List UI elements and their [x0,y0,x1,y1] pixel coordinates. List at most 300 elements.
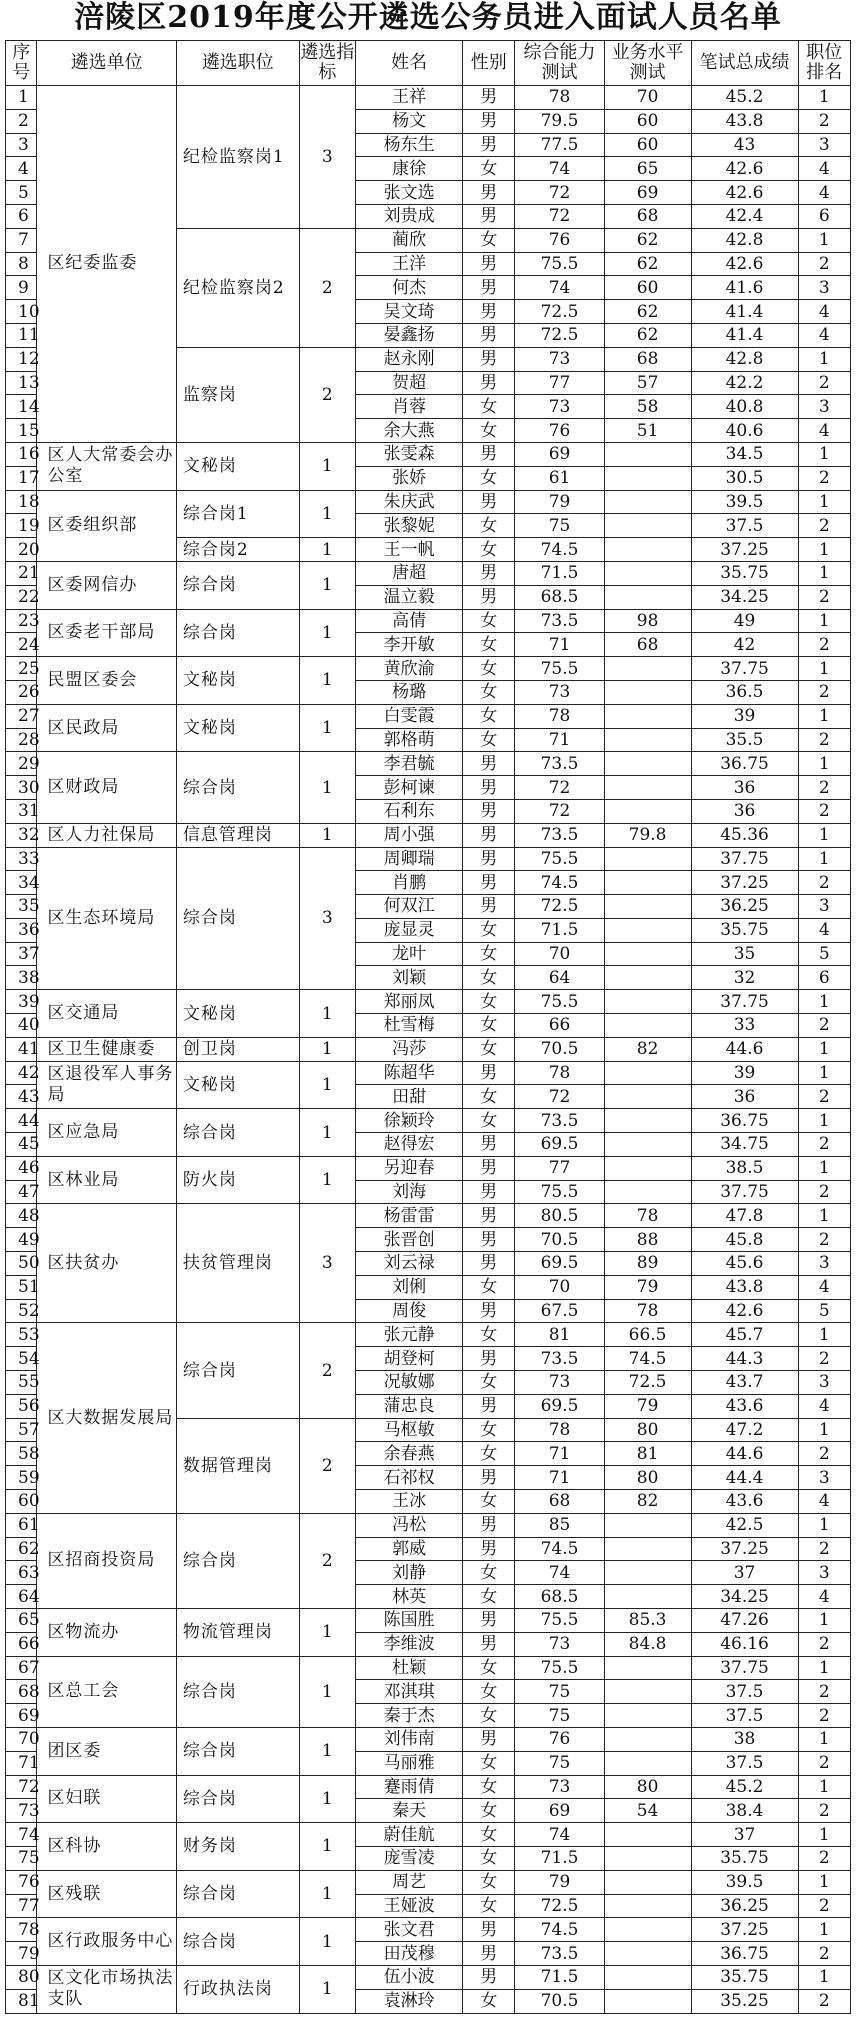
rank-cell: 4 [798,918,851,942]
gender-cell: 男 [463,1228,515,1252]
row-number: 34 [6,871,37,895]
rank-cell: 3 [798,1252,851,1276]
professional-score-cell [604,1680,691,1704]
name-cell: 蔺欣 [356,228,463,252]
rank-cell: 3 [798,276,851,300]
table-row [6,442,851,466]
position-cell: 创卫岗 [176,1037,299,1061]
total-score-cell: 37 [691,1561,798,1585]
gender-cell: 女 [463,514,515,538]
row-number: 3 [6,133,37,157]
gender-cell: 男 [463,323,515,347]
total-score-cell: 46.16 [691,1632,798,1656]
row-number: 46 [6,1156,37,1180]
ability-score-cell: 68 [515,1490,604,1514]
ability-score-cell: 72 [515,776,604,800]
rank-cell: 4 [798,181,851,205]
rank-cell: 1 [798,1418,851,1442]
rank-cell: 2 [798,776,851,800]
gender-cell: 女 [463,657,515,681]
rank-cell: 1 [798,1156,851,1180]
quota-cell: 1 [299,990,356,1038]
row-number: 35 [6,895,37,919]
rank-cell: 1 [798,1775,851,1799]
header-cell: 性别 [463,41,515,86]
professional-score-cell: 74.5 [604,1347,691,1371]
rank-cell: 3 [798,133,851,157]
total-score-cell: 35.75 [691,1965,798,1989]
total-score-cell: 37.5 [691,1704,798,1728]
gender-cell: 男 [463,1133,515,1157]
ability-score-cell: 75 [515,1751,604,1775]
name-cell: 蔚佳航 [356,1823,463,1847]
ability-score-cell: 75.5 [515,847,604,871]
ability-score-cell: 69.5 [515,1252,604,1276]
quota-cell: 1 [299,1156,356,1204]
total-score-cell: 37.5 [691,1680,798,1704]
row-number: 55 [6,1371,37,1395]
gender-cell: 女 [463,228,515,252]
ability-score-cell: 78 [515,86,604,110]
gender-cell: 男 [463,823,515,847]
rank-cell: 1 [798,538,851,562]
gender-cell: 男 [463,490,515,514]
ability-score-cell: 72 [515,799,604,823]
total-score-cell: 42.6 [691,157,798,181]
rank-cell: 1 [798,1037,851,1061]
row-number: 22 [6,585,37,609]
total-score-cell: 37.75 [691,657,798,681]
gender-cell: 男 [463,1061,515,1085]
total-score-cell: 42.8 [691,347,798,371]
professional-score-cell: 62 [604,252,691,276]
gender-cell: 女 [463,1870,515,1894]
unit-cell: 区应急局 [37,1109,176,1157]
rank-cell: 1 [798,1204,851,1228]
row-number: 31 [6,799,37,823]
position-cell: 文秘岗 [176,657,299,705]
rank-cell: 1 [798,1513,851,1537]
unit-cell: 区残联 [37,1870,176,1918]
total-score-cell: 42.8 [691,228,798,252]
ability-score-cell: 74 [515,1561,604,1585]
gender-cell: 男 [463,752,515,776]
row-number: 41 [6,1037,37,1061]
total-score-cell: 42.6 [691,181,798,205]
name-cell: 秦于杰 [356,1704,463,1728]
gender-cell: 女 [463,1323,515,1347]
gender-cell: 男 [463,1632,515,1656]
professional-score-cell: 62 [604,228,691,252]
ability-score-cell: 68.5 [515,585,604,609]
unit-cell: 区委组织部 [37,490,176,561]
unit-cell: 民盟区委会 [37,657,176,705]
rank-cell: 2 [798,1942,851,1966]
name-cell: 刘静 [356,1561,463,1585]
gender-cell: 女 [463,704,515,728]
professional-score-cell [604,1180,691,1204]
rank-cell: 1 [798,1965,851,1989]
professional-score-cell: 81 [604,1442,691,1466]
rank-cell: 3 [798,895,851,919]
ability-score-cell: 71 [515,728,604,752]
professional-score-cell: 60 [604,276,691,300]
rank-cell: 1 [798,442,851,466]
name-cell: 林英 [356,1585,463,1609]
gender-cell: 男 [463,1965,515,1989]
row-number: 40 [6,1014,37,1038]
rank-cell: 4 [798,157,851,181]
gender-cell: 男 [463,776,515,800]
ability-score-cell: 72 [515,1085,604,1109]
row-number: 77 [6,1894,37,1918]
professional-score-cell: 68 [604,347,691,371]
total-score-cell: 49 [691,609,798,633]
rank-cell: 2 [798,371,851,395]
total-score-cell: 47.8 [691,1204,798,1228]
gender-cell: 男 [463,1252,515,1276]
total-score-cell: 36.5 [691,680,798,704]
rank-cell: 2 [798,680,851,704]
rank-cell: 5 [798,1299,851,1323]
name-cell: 张黎妮 [356,514,463,538]
rank-cell: 2 [798,109,851,133]
gender-cell: 男 [463,585,515,609]
quota-cell: 1 [299,657,356,705]
gender-cell: 女 [463,1418,515,1442]
position-cell: 文秘岗 [176,442,299,490]
professional-score-cell [604,752,691,776]
name-cell: 黄欣渝 [356,657,463,681]
ability-score-cell: 80.5 [515,1204,604,1228]
header-cell: 笔试总成绩 [691,41,798,86]
position-cell: 文秘岗 [176,990,299,1038]
gender-cell: 男 [463,1537,515,1561]
ability-score-cell: 77 [515,1156,604,1180]
quota-cell: 1 [299,752,356,823]
name-cell: 何杰 [356,276,463,300]
quota-cell: 1 [299,442,356,490]
professional-score-cell [604,1942,691,1966]
gender-cell: 男 [463,133,515,157]
rank-cell: 1 [798,1061,851,1085]
rank-cell: 2 [798,252,851,276]
professional-score-cell [604,1085,691,1109]
total-score-cell: 42.5 [691,1513,798,1537]
quota-cell: 2 [299,1323,356,1418]
gender-cell: 男 [463,1727,515,1751]
row-number: 71 [6,1751,37,1775]
ability-score-cell: 72.5 [515,895,604,919]
rank-cell: 2 [798,871,851,895]
table-row [6,1156,851,1180]
row-number: 47 [6,1180,37,1204]
gender-cell: 女 [463,395,515,419]
rank-cell: 2 [798,1133,851,1157]
total-score-cell: 38.4 [691,1799,798,1823]
rank-cell: 1 [798,228,851,252]
header-cell: 遴选指标 [299,41,356,86]
total-score-cell: 37.25 [691,1537,798,1561]
name-cell: 高倩 [356,609,463,633]
name-cell: 陈超华 [356,1061,463,1085]
name-cell: 张娇 [356,466,463,490]
ability-score-cell: 70.5 [515,1037,604,1061]
ability-score-cell: 75 [515,1704,604,1728]
row-number: 16 [6,442,37,466]
name-cell: 田茂穆 [356,1942,463,1966]
name-cell: 刘云禄 [356,1252,463,1276]
unit-cell: 区文化市场执法支队 [37,1965,176,2013]
name-cell: 庞雪凌 [356,1846,463,1870]
rank-cell: 1 [798,847,851,871]
professional-score-cell: 66.5 [604,1323,691,1347]
gender-cell: 男 [463,1394,515,1418]
row-number: 27 [6,704,37,728]
total-score-cell: 42.2 [691,371,798,395]
table-row [6,752,851,776]
total-score-cell: 37 [691,1823,798,1847]
quota-cell: 3 [299,1204,356,1323]
row-number: 23 [6,609,37,633]
row-number: 58 [6,1442,37,1466]
name-cell: 唐超 [356,561,463,585]
gender-cell: 男 [463,561,515,585]
rank-cell: 2 [798,514,851,538]
ability-score-cell: 79 [515,1870,604,1894]
total-score-cell: 44.4 [691,1466,798,1490]
total-score-cell: 36.25 [691,895,798,919]
name-cell: 周小强 [356,823,463,847]
professional-score-cell: 58 [604,395,691,419]
professional-score-cell: 69 [604,181,691,205]
gender-cell: 男 [463,1204,515,1228]
professional-score-cell [604,1585,691,1609]
quota-cell: 1 [299,561,356,609]
gender-cell: 女 [463,419,515,443]
position-cell: 综合岗 [176,1870,299,1918]
unit-cell: 区生态环境局 [37,847,176,990]
professional-score-cell: 89 [604,1252,691,1276]
name-cell: 秦天 [356,1799,463,1823]
rank-cell: 1 [798,1109,851,1133]
rank-cell: 1 [798,86,851,110]
name-cell: 胡登柯 [356,1347,463,1371]
professional-score-cell [604,776,691,800]
unit-cell: 区人大常委会办公室 [37,442,176,490]
professional-score-cell: 51 [604,419,691,443]
ability-score-cell: 72 [515,204,604,228]
position-cell: 综合岗 [176,1323,299,1418]
rank-cell: 1 [798,990,851,1014]
ability-score-cell: 74.5 [515,1918,604,1942]
rank-cell: 2 [798,1751,851,1775]
row-number: 18 [6,490,37,514]
rank-cell: 5 [798,942,851,966]
total-score-cell: 30.5 [691,466,798,490]
row-number: 67 [6,1656,37,1680]
total-score-cell: 37.5 [691,514,798,538]
ability-score-cell: 78 [515,1418,604,1442]
name-cell: 周艺 [356,1870,463,1894]
ability-score-cell: 75.5 [515,252,604,276]
row-number: 21 [6,561,37,585]
table-row [6,1609,851,1633]
total-score-cell: 45.8 [691,1228,798,1252]
professional-score-cell [604,1109,691,1133]
ability-score-cell: 76 [515,1727,604,1751]
row-number: 79 [6,1942,37,1966]
ability-score-cell: 72.5 [515,323,604,347]
row-number: 28 [6,728,37,752]
professional-score-cell [604,1704,691,1728]
position-cell: 纪检监察岗2 [176,228,299,347]
quota-cell: 1 [299,1727,356,1775]
row-number: 10 [6,300,37,324]
rank-cell: 6 [798,966,851,990]
ability-score-cell: 76 [515,228,604,252]
ability-score-cell: 73 [515,1371,604,1395]
quota-cell: 2 [299,228,356,347]
quota-cell: 2 [299,347,356,442]
gender-cell: 女 [463,1846,515,1870]
position-cell: 扶贫管理岗 [176,1204,299,1323]
rank-cell: 2 [798,1442,851,1466]
row-number: 42 [6,1061,37,1085]
ability-score-cell: 77.5 [515,133,604,157]
row-number: 73 [6,1799,37,1823]
name-cell: 王娅波 [356,1894,463,1918]
professional-score-cell [604,704,691,728]
rank-cell: 1 [798,347,851,371]
total-score-cell: 45.7 [691,1323,798,1347]
ability-score-cell: 71.5 [515,561,604,585]
total-score-cell: 42 [691,633,798,657]
quota-cell: 2 [299,1513,356,1608]
professional-score-cell [604,1061,691,1085]
total-score-cell: 45.2 [691,86,798,110]
rank-cell: 2 [798,1894,851,1918]
professional-score-cell: 62 [604,323,691,347]
professional-score-cell: 80 [604,1775,691,1799]
total-score-cell: 44.3 [691,1347,798,1371]
table-row [6,1109,851,1133]
unit-cell: 区扶贫办 [37,1204,176,1323]
ability-score-cell: 76 [515,419,604,443]
row-number: 8 [6,252,37,276]
total-score-cell: 42.4 [691,204,798,228]
position-cell: 综合岗2 [176,538,299,562]
header-cell: 业务水平测试 [604,41,691,86]
row-number: 62 [6,1537,37,1561]
row-number: 30 [6,776,37,800]
name-cell: 赵得宏 [356,1133,463,1157]
rank-cell: 1 [798,704,851,728]
total-score-cell: 36.75 [691,1942,798,1966]
total-score-cell: 36 [691,1085,798,1109]
professional-score-cell [604,966,691,990]
gender-cell: 男 [463,847,515,871]
professional-score-cell: 82 [604,1037,691,1061]
row-number: 37 [6,942,37,966]
row-number: 39 [6,990,37,1014]
gender-cell: 女 [463,1109,515,1133]
total-score-cell: 37.75 [691,1656,798,1680]
row-number: 51 [6,1275,37,1299]
gender-cell: 女 [463,990,515,1014]
name-cell: 冯莎 [356,1037,463,1061]
rank-cell: 2 [798,466,851,490]
professional-score-cell [604,895,691,919]
ability-score-cell: 73 [515,1775,604,1799]
ability-score-cell: 73.5 [515,823,604,847]
total-score-cell: 45.6 [691,1252,798,1276]
header-cell: 姓名 [356,41,463,86]
rank-cell: 2 [798,1846,851,1870]
professional-score-cell [604,561,691,585]
name-cell: 张晋创 [356,1228,463,1252]
rank-cell: 1 [798,490,851,514]
row-number: 70 [6,1727,37,1751]
gender-cell: 女 [463,1680,515,1704]
unit-cell: 区总工会 [37,1656,176,1727]
rank-cell: 2 [798,1989,851,2013]
gender-cell: 女 [463,728,515,752]
gender-cell: 男 [463,1513,515,1537]
name-cell: 况敏娜 [356,1371,463,1395]
gender-cell: 女 [463,1275,515,1299]
professional-score-cell: 85.3 [604,1609,691,1633]
row-number: 69 [6,1704,37,1728]
total-score-cell: 35.75 [691,918,798,942]
gender-cell: 女 [463,1490,515,1514]
position-cell: 综合岗 [176,609,299,657]
ability-score-cell: 71.5 [515,1965,604,1989]
gender-cell: 女 [463,1014,515,1038]
row-number: 56 [6,1394,37,1418]
name-cell: 余春燕 [356,1442,463,1466]
unit-cell: 区纪委监委 [37,86,176,443]
name-cell: 张雯森 [356,442,463,466]
professional-score-cell: 54 [604,1799,691,1823]
professional-score-cell [604,1656,691,1680]
professional-score-cell [604,538,691,562]
row-number: 72 [6,1775,37,1799]
professional-score-cell [604,799,691,823]
unit-cell: 区民政局 [37,704,176,752]
table-row [6,657,851,681]
professional-score-cell: 72.5 [604,1371,691,1395]
rank-cell: 3 [798,1466,851,1490]
ability-score-cell: 73.5 [515,1109,604,1133]
rank-cell: 1 [798,823,851,847]
table-row [6,561,851,585]
table-row [6,1513,851,1537]
unit-cell: 区行政服务中心 [37,1918,176,1966]
professional-score-cell: 60 [604,133,691,157]
professional-score-cell [604,1965,691,1989]
row-number: 80 [6,1965,37,1989]
rank-cell: 4 [798,1585,851,1609]
name-cell: 温立毅 [356,585,463,609]
row-number: 57 [6,1418,37,1442]
table-row [6,1775,851,1799]
total-score-cell: 41.4 [691,323,798,347]
ability-score-cell: 81 [515,1323,604,1347]
page-title: 涪陵区2019年度公开遴选公务员进入面试人员名单 [74,0,782,35]
professional-score-cell [604,1870,691,1894]
row-number: 68 [6,1680,37,1704]
